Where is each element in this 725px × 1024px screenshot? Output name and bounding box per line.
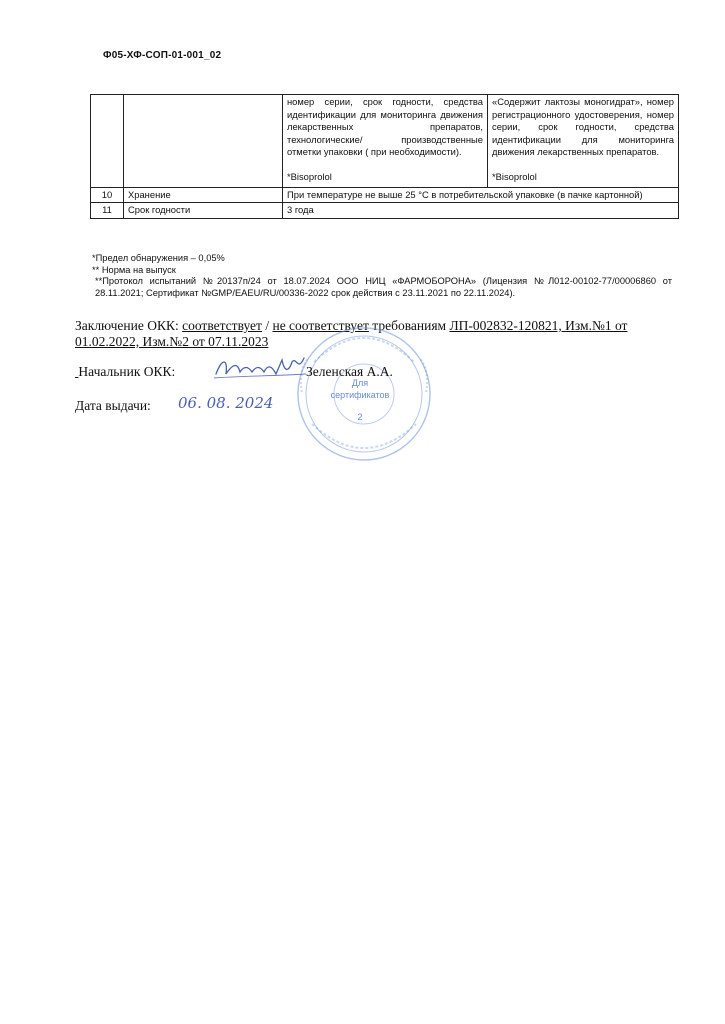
table-row [91,187,679,203]
signature-role: Начальник ОКК: [78,364,176,379]
row-11-value: 3 года [283,203,679,219]
footnote-release-norm: ** Норма на выпуск [92,264,176,275]
table-row [91,203,679,219]
fact-text: «Содержит лактозы моногидрат», номер регистрационного удостоверения, номер серии, срок годности, средства идентификации для мониторинга движения лекарственных препаратов. [492,96,674,158]
issue-date-label: Дата выдачи: [75,398,151,413]
row-10-num: 10 [91,187,124,203]
conclusion-separator: / [261,318,273,333]
conclusion-suffix: требованиям [368,318,450,333]
stamp-line: 2 [357,412,363,422]
stamp-text [320,377,400,423]
conclusion-prefix: Заключение ОКК: [75,318,183,333]
signatory-name: Зеленская А.А. [306,364,393,379]
footnote-detection-limit: *Предел обнаружения – 0,05% [92,253,225,263]
conclusion-complies: соответствует [182,318,262,333]
footnote-test-protocol: **Протокол испытаний №20137п/24 от 18.07.2024 ООО НИЦ «ФАРМОБОРОНА» (Лицензия №Л012-00102-77/00006860 от 28.11.2021; Сертификат №GMP/EAEU/RU/00336-2022 срок действия с 23.11.2021 по 22.11.2024). [95,276,672,298]
footnotes [92,253,672,299]
cell-requirement [283,95,488,188]
row-11-num: 11 [91,203,124,219]
conclusion-doc-ref: ЛП-002832-120821, Изм.№1 от 01.02.2022, Изм.№2 от 07.11.2023 [75,318,628,349]
table-row [91,95,679,188]
issue-date-value: 06. 08. 2024 [178,394,274,412]
requirement-text: номер серии, срок годности, средства идентификации для мониторинга движения лекарственных препаратов, технологические/ производственные отметки упаковки ( при необходимости). [287,96,483,158]
cell-name [124,95,283,188]
row-10-name: Хранение [124,187,283,203]
document-code: Ф05-ХФ-СОП-01-001_02 [103,50,222,61]
requirement-mark: *Bisoprolol [287,170,332,182]
cell-num [91,95,124,188]
stamp-line: сертификатов [330,390,390,400]
cell-fact [488,95,679,188]
row-10-value: При температуре не выше 25 °С в потребительской упаковке (в пачке картонной) [283,187,679,203]
conclusion-not-complies: не соответствует [272,318,369,333]
fact-mark: *Bisoprolol [492,170,537,182]
stamp-line: Для [351,378,369,388]
spec-table [90,94,679,219]
row-11-name: Срок годности [124,203,283,219]
handwritten-signature [212,352,312,386]
